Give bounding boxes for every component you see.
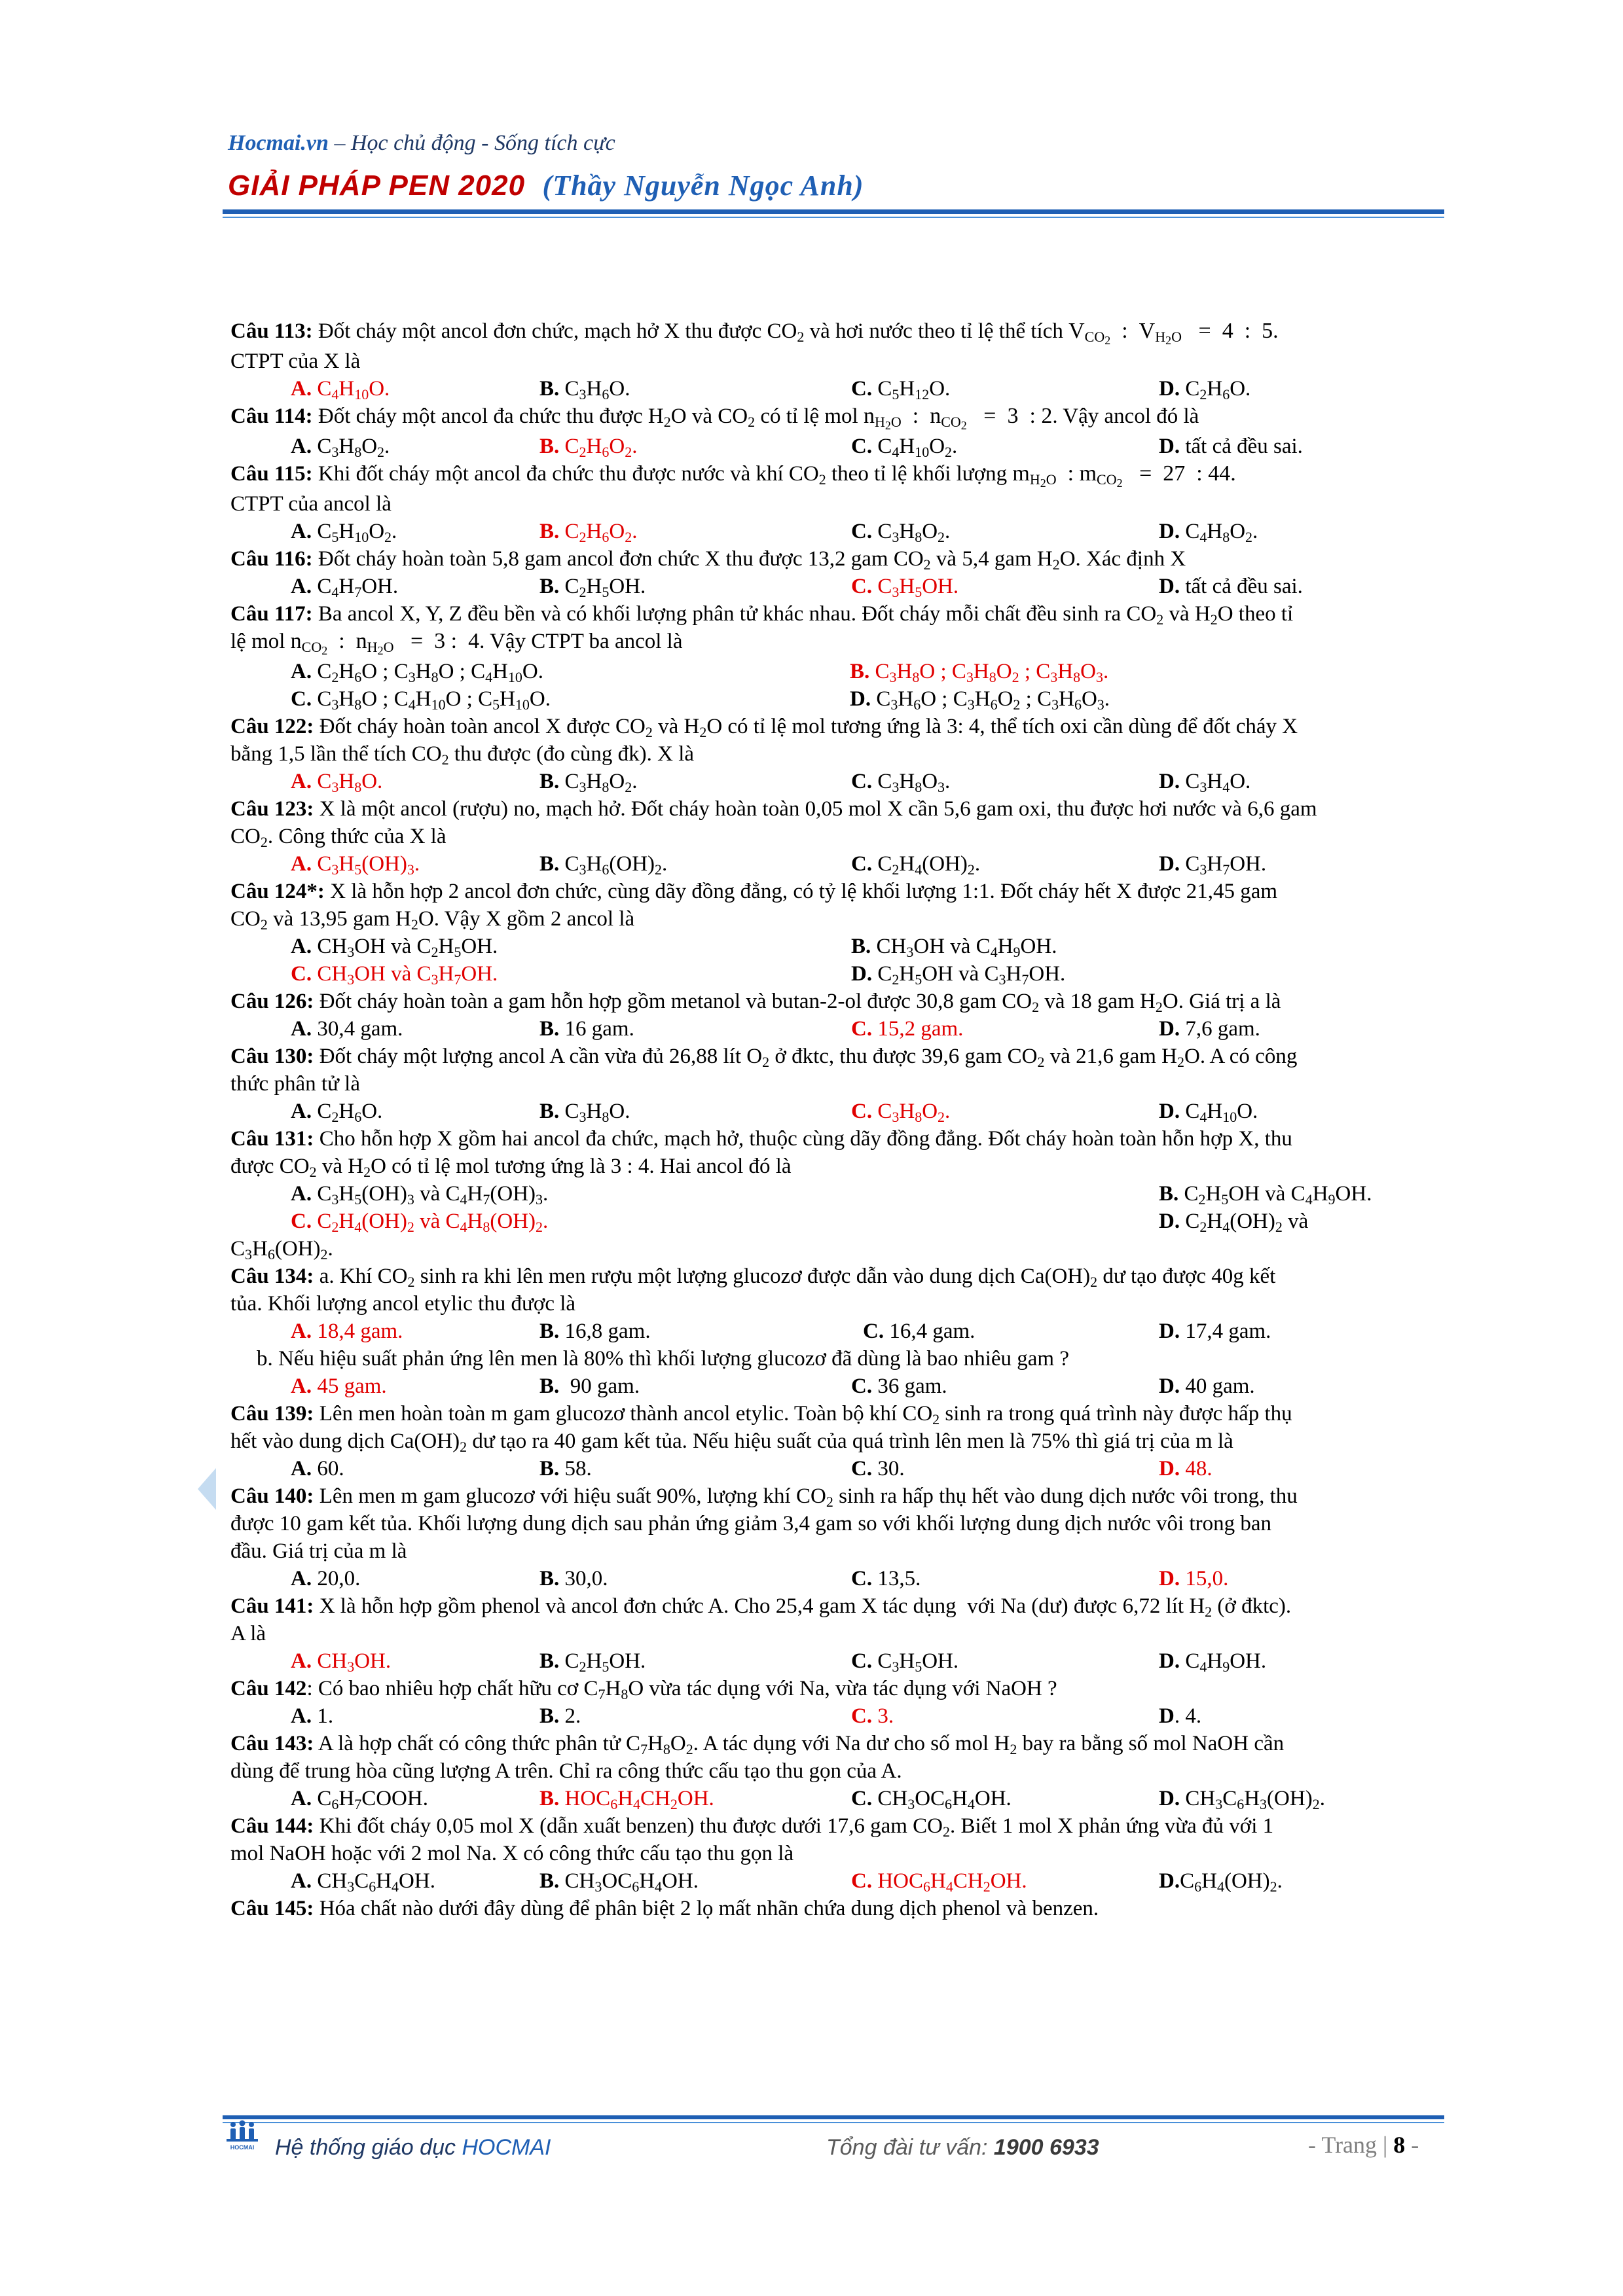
answers-126 xyxy=(230,1015,1447,1043)
question-116: Câu 116: Đốt cháy hoàn toàn 5,8 gam ancol đơn chức X thu được 13,2 gam $CO_2$ và 5,4 gam $H_2O$. Xác định X xyxy=(230,547,1186,573)
answer-option[interactable]: D. tất cả đều sai. xyxy=(1159,575,1303,598)
header-brand[interactable]: Hocmai.vn xyxy=(228,131,329,155)
answer-option[interactable]: C. $HOC_6H_4CH_2OH$. xyxy=(851,1869,1027,1895)
answer-option[interactable]: D. $C_3H_7OH$. xyxy=(1159,852,1267,878)
svg-text:HOCMAI: HOCMAI xyxy=(230,2144,255,2151)
answer-option[interactable]: C. 15,2 gam. xyxy=(851,1017,964,1041)
answer-option[interactable]: A. 30,4 gam. xyxy=(291,1017,403,1041)
answer-option[interactable]: D. 15,0. xyxy=(1159,1567,1229,1590)
answer-option[interactable]: C. 30. xyxy=(851,1457,905,1480)
answer-option[interactable]: A. $C_3H_5(OH)_3$ và $C_4H_7(OH)_3$. xyxy=(291,1182,549,1208)
answers-131-row1 xyxy=(230,1180,1447,1208)
question-123: Câu 123: X là một ancol (rượu) no, mạch hở. Đốt cháy hoàn toàn 0,05 mol X cần 5,6 gam oxi, thu được hơi nước và 6,6 gam xyxy=(230,797,1317,821)
question-141: Câu 141: X là hỗn hợp gồm phenol và ancol đơn chức A. Cho 25,4 gam X tác dụng với Na (dư) được 6,72 lít $H_2$ (ở đktc). xyxy=(230,1594,1292,1620)
answers-113 xyxy=(230,375,1447,403)
answers-144 xyxy=(230,1867,1447,1895)
answer-option[interactable]: A. 20,0. xyxy=(291,1567,361,1590)
answer-option[interactable]: C. $C_3H_5OH$. xyxy=(851,575,959,600)
footer-hotline: Tổng đài tư vấn: 1900 6933 xyxy=(826,2135,1099,2160)
answer-option[interactable]: B. $CH_3OC_6H_4OH$. xyxy=(539,1869,699,1895)
answer-option[interactable]: C. $C_3H_8O$ ; $C_4H_{10}O$ ; $C_5H_{10}O$. xyxy=(291,687,551,713)
header-rule-thin xyxy=(223,217,1444,218)
answer-option[interactable]: A. $C_3H_8O_2$. xyxy=(291,435,390,460)
answer-option[interactable]: A. $CH_3OH$. xyxy=(291,1649,392,1675)
footer-rule xyxy=(223,2115,1444,2119)
answer-option[interactable]: D. 17,4 gam. xyxy=(1159,1319,1271,1343)
answer-option[interactable]: D. $C_4H_{10}O$. xyxy=(1159,1100,1258,1125)
answer-option[interactable]: D. $C_3H_6O$ ; $C_3H_6O_2$ ; $C_3H_6O_3$. xyxy=(850,687,1110,713)
question-134: Câu 134: a. Khí $CO_2$ sinh ra khi lên men rượu một lượng glucozơ được dẫn vào dung dịch $Ca(OH)_2$ dư tạo được 40g kết xyxy=(230,1265,1276,1290)
answer-option[interactable]: B. 16,8 gam. xyxy=(539,1319,651,1343)
answer-option[interactable]: C. $C_2H_4(OH)_2$ và $C_4H_8(OH)_2$. xyxy=(291,1210,549,1235)
answers-134b xyxy=(230,1372,1447,1400)
question-142: Câu 142: Có bao nhiêu hợp chất hữu cơ $C_7H_8O$ vừa tác dụng với Na, vừa tác dụng với NaOH ? xyxy=(230,1677,1057,1702)
answer-option[interactable]: C. $CH_3OH$ và $C_3H_7OH$. xyxy=(291,962,498,988)
answer-option[interactable]: C. $C_5H_{12}O$. xyxy=(851,377,951,403)
answer-option[interactable]: D. $C_3H_4O$. xyxy=(1159,770,1251,795)
answer-option[interactable]: A. $C_2H_6O$. xyxy=(291,1100,383,1125)
answer-option[interactable]: D. 40 gam. xyxy=(1159,1374,1255,1398)
answers-114 xyxy=(230,433,1447,460)
answer-option[interactable]: B. $C_2H_5OH$ và $C_4H_9OH$. xyxy=(1159,1182,1372,1208)
answer-option[interactable]: A. $C_6H_7COOH$. xyxy=(291,1787,428,1812)
answer-option[interactable]: C. $C_4H_{10}O_2$. xyxy=(851,435,958,460)
hocmai-logo-icon xyxy=(224,2119,261,2152)
answer-option[interactable]: B. $C_2H_5OH$. xyxy=(539,575,646,600)
answer-option[interactable]: A. $C_2H_6O$ ; $C_3H_8O$ ; $C_4H_{10}O$. xyxy=(291,660,544,685)
answer-option[interactable]: A. $C_4H_{10}O$. xyxy=(291,377,390,403)
answer-option[interactable]: B. $C_3H_6(OH)_2$. xyxy=(539,852,668,878)
answers-122 xyxy=(230,768,1447,795)
header-course: GIẢI PHÁP PEN 2020 (Thầy Nguyễn Ngọc Anh) xyxy=(228,170,864,202)
answers-130 xyxy=(230,1098,1447,1125)
answer-option[interactable]: A. $CH_3C_6H_4OH$. xyxy=(291,1869,435,1895)
question-140: Câu 140: Lên men m gam glucozơ với hiệu suất 90%, lượng khí $CO_2$ sinh ra hấp thụ hết vào dung dịch nước vôi trong, thu xyxy=(230,1484,1298,1510)
answer-option[interactable]: B. $C_3H_8O$ ; $C_3H_8O_2$ ; $C_3H_8O_3$. xyxy=(850,660,1109,685)
answers-143 xyxy=(230,1785,1447,1812)
answer-option[interactable]: C. 3. xyxy=(851,1704,894,1728)
answer-option[interactable]: B. $HOC_6H_4CH_2OH$. xyxy=(539,1787,714,1812)
answer-option[interactable]: D. tất cả đều sai. xyxy=(1159,435,1303,458)
question-145: Câu 145: Hóa chất nào dưới đây dùng để phân biệt 2 lọ mất nhãn chứa dung dịch phenol và benzen. xyxy=(230,1897,1099,1920)
answers-124-row1 xyxy=(230,933,1447,960)
answers-117-row2 xyxy=(230,685,1447,713)
answer-option[interactable]: D. 4. xyxy=(1159,1704,1202,1728)
answer-option[interactable]: B. 90 gam. xyxy=(539,1374,640,1398)
answer-option[interactable]: C. $C_2H_4(OH)_2$. xyxy=(851,852,981,878)
answer-option[interactable]: C. $CH_3OC_6H_4OH$. xyxy=(851,1787,1012,1812)
answer-option[interactable]: D. 48. xyxy=(1159,1457,1213,1480)
answer-option[interactable]: D. $C_2H_6O$. xyxy=(1159,377,1251,403)
answer-option[interactable]: B. $C_3H_8O_2$. xyxy=(539,770,638,795)
header-slogan: Hocmai.vn – Học chủ động - Sống tích cực xyxy=(228,131,615,155)
answer-option[interactable]: A. $C_3H_5(OH)_3$. xyxy=(291,852,420,878)
question-114: Câu 114: Đốt cháy một ancol đa chức thu được $H_2O$ và $CO_2$ có tỉ lệ mol $n_{H2O}$ : $n_{CO2} = 3$ : 2. Vậy ancol đó là xyxy=(230,404,1199,432)
page-number: - Trang | 8 - xyxy=(1308,2132,1419,2158)
question-113: Câu 113: Đốt cháy một ancol đơn chức, mạch hở X thu được $CO_2$ và hơi nước theo tỉ lệ thể tích $V_{CO2}$ : $V_{H2O} = 4$ : 5. xyxy=(230,319,1279,347)
footer-system: Hệ thống giáo dục HOCMAI xyxy=(275,2135,551,2160)
answer-option[interactable]: B. $C_2H_6O_2$. xyxy=(539,435,638,460)
answers-140 xyxy=(230,1565,1447,1592)
answer-option[interactable]: B. $C_2H_6O_2$. xyxy=(539,520,638,545)
answer-option[interactable]: A. 18,4 gam. xyxy=(291,1319,403,1343)
answer-option[interactable]: D. $CH_3C_6H_3(OH)_2$. xyxy=(1159,1787,1325,1812)
answer-option[interactable]: B. $C_3H_6O$. xyxy=(539,377,630,403)
question-144: Câu 144: Khi đốt cháy 0,05 mol X (dẫn xuất benzen) thu được dưới 17,6 gam $CO_2$. Biết 1 mol X phản ứng vừa đủ với 1 xyxy=(230,1814,1274,1840)
question-list: Câu 113: Đốt cháy một ancol đơn chức, mạch hở X thu được $CO_2$ và hơi nước theo tỉ lệ thể tích $V_{CO2}$ : $V_{H2O} = 4$ : 5. CTPT của X là A. $C_4H_{10}O$. B. $C_3H_6O$. C. $C_5H_{12}O$. D. $C_2H_6O$. Câu 114: Đốt cháy một ancol đa chức thu được $H_2O$ và $CO_2$ có tỉ lệ mol $n_{H2O}$ : $n_{CO2} = 3$ : 2. Vậy ancol đó là A. $C_3H_8O_2$. B. $C_2H_6O_2$. C. $C_4H_{10}O_2$. D. tất cả đều sai. Câu 115: Khi đốt cháy một ancol đa chức thu được nước và khí $CO_2$ theo tỉ lệ khối lượng $m_{H2O}$ : $m_{CO2} = 27$ : 44. CTPT của ancol là A. $C_5H_{10}O_2$. B. $C_2H_6O_2$. C. $C_3H_8O_2$. D. $C_4H_8O_2$. Câu 116: Đốt cháy hoàn toàn 5,8 gam ancol đơn chức X thu được 13,2 gam $CO_2$ và 5,4 gam $H_2O$. Xác định X A. $C_4H_7OH$. B. $C_2H_5OH$. C. $C_3H_5OH$. D. tất cả đều sai. Câu 117: Ba ancol X, Y, Z đều bền và có khối lượng phân tử khác nhau. Đốt cháy mỗi chất đều sinh ra $CO_2$ và $H_2O$ theo tỉ lệ mol $n_{CO2}$ : $n_{H2O} = 3$ : 4. Vậy CTPT ba ancol là A. $C_2H_6O$ ; $C_3H_8O$ ; $C_4H_{10}O$. B. $C_3H_8O$ ; $C_3H_8O_2$ ; $C_3H_8O_3$. C. $C_3H_8O$ ; $C_4H_{10}O$ ; $C_5H_{10}O$. D. $C_3H_6O$ ; $C_3H_6O_2$ ; $C_3H_6O_3$. Câu 122: Đốt cháy hoàn toàn ancol X được $CO_2$ và $H_2O$ có tỉ lệ mol tương ứng là 3: 4, thể tích oxi cần dùng để đốt cháy X bằng 1,5 lần thể tích $CO_2$ thu được (đo cùng đk). X là A. $C_3H_8O$. B. $C_3H_8O_2$. C. $C_3H_8O_3$. D. $C_3H_4O$. Câu 123: X là một ancol (rượu) no, mạch hở. Đốt cháy hoàn toàn 0,05 mol X cần 5,6 gam oxi, thu được hơi nước và 6,6 gam $CO_2$. Công thức của X là A. $C_3H_5(OH)_3$. B. $C_3H_6(OH)_2$. C. $C_2H_4(OH)_2$. D. $C_3H_7OH$. Câu 124*: X là hỗn hợp 2 ancol đơn chức, cùng dãy đồng đẳng, có tỷ lệ khối lượng 1:1. Đốt cháy hết X được 21,45 gam $CO_2$ và 13,95 gam $H_2O$. Vậy X gồm 2 ancol là A. $CH_3OH$ và $C_2H_5OH$. B. $CH_3OH$ và $C_4H_9OH$. C. $CH_3OH$ và $C_3H_7OH$. D. $C_2H_5OH$ và $C_3H_7OH$. Câu 126: Đốt cháy hoàn toàn a gam hỗn hợp gồm metanol và butan-2-ol được 30,8 gam $CO_2$ và 18 gam $H_2O$. Giá trị a là A. 30,4 gam. B. 16 gam. C. 15,2 gam. D. 7,6 gam. Câu 130: Đốt cháy một lượng ancol A cần vừa đủ 26,88 lít $O_2$ ở đktc, thu được 39,6 gam $CO_2$ và 21,6 gam $H_2O$. A có công thức phân tử là A. $C_2H_6O$. B. $C_3H_8O$. C. $C_3H_8O_2$. D. $C_4H_{10}O$. Câu 131: Cho hỗn hợp X gồm hai ancol đa chức, mạch hở, thuộc cùng dãy đồng đẳng. Đốt cháy hoàn toàn hỗn hợp X, thu được $CO_2$ và $H_2O$ có tỉ lệ mol tương ứng là 3 : 4. Hai ancol đó là A. $C_3H_5(OH)_3$ và $C_4H_7(OH)_3$. B. $C_2H_5OH$ và $C_4H_9OH$. C. $C_2H_4(OH)_2$ và $C_4H_8(OH)_2$. D. $C_2H_4(OH)_2$ và $C_3H_6(OH)_2$. Câu 134: a. Khí $CO_2$ sinh ra khi lên men rượu một lượng glucozơ được dẫn vào dung dịch $Ca(OH)_2$ dư tạo được 40g kết tủa. Khối lượng ancol etylic thu được là A. 18,4 gam. B. 16,8 gam. C. 16,4 gam. D. 17,4 gam. b. Nếu hiệu suất phản ứng lên men là 80% thì khối lượng glucozơ đã dùng là bao nhiêu gam ? A. 45 gam. B. 90 gam. C. 36 gam. D. 40 gam. Câu 139: Lên men hoàn toàn m gam glucozơ thành ancol etylic. Toàn bộ khí $CO_2$ sinh ra trong quá trình này được hấp thụ hết vào dung dịch $Ca(OH)_2$ dư tạo ra 40 gam kết tủa. Nếu hiệu suất của quá trình lên men là 75% thì giá trị của m là A. 60. B. 58. C. 30. D. 48. Câu 140: Lên men m gam glucozơ với hiệu suất 90%, lượng khí $CO_2$ sinh ra hấp thụ hết vào dung dịch nước vôi trong, thu được 10 gam kết tủa. Khối lượng dung dịch sau phản ứng giảm 3,4 gam so với khối lượng dung dịch nước vôi trong ban đầu. Giá trị của m là A. 20,0. B. 30,0. C. 13,5. D. 15,0. Câu 141: X là hỗn hợp gồm phenol và ancol đơn chức A. Cho 25,4 gam X tác dụng với Na (dư) được 6,72 lít $H_2$ (ở đktc). A là A. $CH_3OH$. B. $C_2H_5OH$. C. $C_3H_5OH$. D. $C_4H_9OH$. Câu 142: Có bao nhiêu hợp chất hữu cơ $C_7H_8O$ vừa tác dụng với Na, vừa tác dụng với NaOH ? A. 1. B. 2. C. 3. D. 4. Câu 143: A là hợp chất có công thức phân tử $C_7H_8O_2$. A tác dụng với Na dư cho số mol $H_2$ bay ra bằng số mol NaOH cần dùng để trung hòa cũng lượng A trên. Chỉ ra công thức cấu tạo thu gọn của A. A. $C_6H_7COOH$. B. $HOC_6H_4CH_2OH$. C. $CH_3OC_6H_4OH$. D. $CH_3C_6H_3(OH)_2$. Câu 144: Khi đốt cháy 0,05 mol X (dẫn xuất benzen) thu được dưới 17,6 gam $CO_2$. Biết 1 mol X phản ứng vừa đủ với 1 mol NaOH hoặc với 2 mol Na. X có công thức cấu tạo thu gọn là A. $CH_3C_6H_4OH$. B. $CH_3OC_6H_4OH$. C. $HOC_6H_4CH_2OH$. $D.C_6H_4(OH)_2$. Câu 145: Hóa chất nào dưới đây dùng để phân biệt 2 lọ mất nhãn chứa dung dịch phenol và benzen. xyxy=(230,317,1447,1922)
answer-option[interactable]: A. $C_4H_7OH$. xyxy=(291,575,399,600)
question-139: Câu 139: Lên men hoàn toàn m gam glucozơ thành ancol etylic. Toàn bộ khí $CO_2$ sinh ra trong quá trình này được hấp thụ xyxy=(230,1402,1292,1427)
answer-option[interactable]: A. 45 gam. xyxy=(291,1374,387,1398)
answer-option[interactable]: B. $C_3H_8O$. xyxy=(539,1100,630,1125)
answers-123 xyxy=(230,850,1447,878)
answer-option[interactable]: D. $C_4H_9OH$. xyxy=(1159,1649,1267,1675)
answer-option[interactable]: A. $C_3H_8O$. xyxy=(291,770,383,795)
answer-option[interactable]: C. 36 gam. xyxy=(851,1374,947,1398)
question-115: Câu 115: Khi đốt cháy một ancol đa chức thu được nước và khí $CO_2$ theo tỉ lệ khối lượng $m_{H2O}$ : $m_{CO2} = 27$ : 44. xyxy=(230,461,1236,490)
answer-option[interactable]: D. $C_2H_4(OH)_2$ và xyxy=(1159,1210,1309,1235)
answer-option[interactable]: D. $C_4H_8O_2$. xyxy=(1159,520,1258,545)
answer-option[interactable]: B. 58. xyxy=(539,1457,592,1480)
answer-option[interactable]: B. 16 gam. xyxy=(539,1017,634,1041)
header-teacher: (Thầy Nguyễn Ngọc Anh) xyxy=(542,170,864,202)
answer-option[interactable]: A. $C_5H_{10}O_2$. xyxy=(291,520,397,545)
answer-option[interactable]: A. $CH_3OH$ và $C_2H_5OH$. xyxy=(291,935,498,960)
answers-115 xyxy=(230,518,1447,545)
answers-141 xyxy=(230,1647,1447,1675)
question-131: Câu 131: Cho hỗn hợp X gồm hai ancol đa chức, mạch hở, thuộc cùng dãy đồng đẳng. Đốt cháy hoàn toàn hỗn hợp X, thu xyxy=(230,1127,1292,1151)
answers-124-row2 xyxy=(230,960,1447,988)
question-124: Câu 124*: X là hỗn hợp 2 ancol đơn chức, cùng dãy đồng đẳng, có tỷ lệ khối lượng 1:1. Đốt cháy hết X được 21,45 gam xyxy=(230,880,1278,903)
question-117: Câu 117: Ba ancol X, Y, Z đều bền và có khối lượng phân tử khác nhau. Đốt cháy mỗi chất đều sinh ra $CO_2$ và $H_2O$ theo tỉ xyxy=(230,602,1294,628)
answer-option[interactable]: B. 30,0. xyxy=(539,1567,608,1590)
prev-page-arrow-icon[interactable] xyxy=(198,1468,216,1510)
header-rule xyxy=(223,209,1444,214)
answer-option[interactable]: A. 60. xyxy=(291,1457,344,1480)
answer-option[interactable]: C. 16,4 gam. xyxy=(863,1319,976,1343)
answer-option[interactable]: B. $CH_3OH$ và $C_4H_9OH$. xyxy=(851,935,1057,960)
answer-option[interactable]: C. $C_3H_8O_2$. xyxy=(851,1100,951,1125)
answers-134a xyxy=(230,1318,1447,1345)
answer-option[interactable]: A. 1. xyxy=(291,1704,334,1728)
answer-option[interactable]: C. $C_3H_8O_2$. xyxy=(851,520,951,545)
answer-option[interactable]: C. $C_3H_5OH$. xyxy=(851,1649,959,1675)
answer-option[interactable]: B. 2. xyxy=(539,1704,581,1728)
answers-117-row1 xyxy=(230,658,1447,685)
question-126: Câu 126: Đốt cháy hoàn toàn a gam hỗn hợp gồm metanol và butan-2-ol được 30,8 gam $CO_2$ và 18 gam $H_2O$. Giá trị a là xyxy=(230,990,1281,1015)
answers-139 xyxy=(230,1455,1447,1482)
question-143: Câu 143: A là hợp chất có công thức phân tử $C_7H_8O_2$. A tác dụng với Na dư cho số mol $H_2$ bay ra bằng số mol NaOH cần xyxy=(230,1732,1285,1757)
answer-option[interactable]: C. $C_3H_8O_3$. xyxy=(851,770,951,795)
answers-131-row2 xyxy=(230,1208,1447,1235)
answer-option[interactable]: D. 7,6 gam. xyxy=(1159,1017,1260,1041)
answer-option[interactable]: C. 13,5. xyxy=(851,1567,921,1590)
answer-option[interactable]: $D.C_6H_4(OH)_2$. xyxy=(1159,1869,1283,1895)
answers-116 xyxy=(230,573,1447,600)
answer-option[interactable]: B. $C_2H_5OH$. xyxy=(539,1649,646,1675)
answer-option[interactable]: D. $C_2H_5OH$ và $C_3H_7OH$. xyxy=(851,962,1066,988)
answers-142 xyxy=(230,1702,1447,1730)
question-130: Câu 130: Đốt cháy một lượng ancol A cần vừa đủ 26,88 lít $O_2$ ở đktc, thu được 39,6 gam $CO_2$ và 21,6 gam $H_2O$. A có công xyxy=(230,1045,1298,1070)
footer-rule-thin xyxy=(223,2122,1444,2123)
question-122: Câu 122: Đốt cháy hoàn toàn ancol X được $CO_2$ và $H_2O$ có tỉ lệ mol tương ứng là 3: 4, thể tích oxi cần dùng để đốt cháy X xyxy=(230,715,1298,740)
